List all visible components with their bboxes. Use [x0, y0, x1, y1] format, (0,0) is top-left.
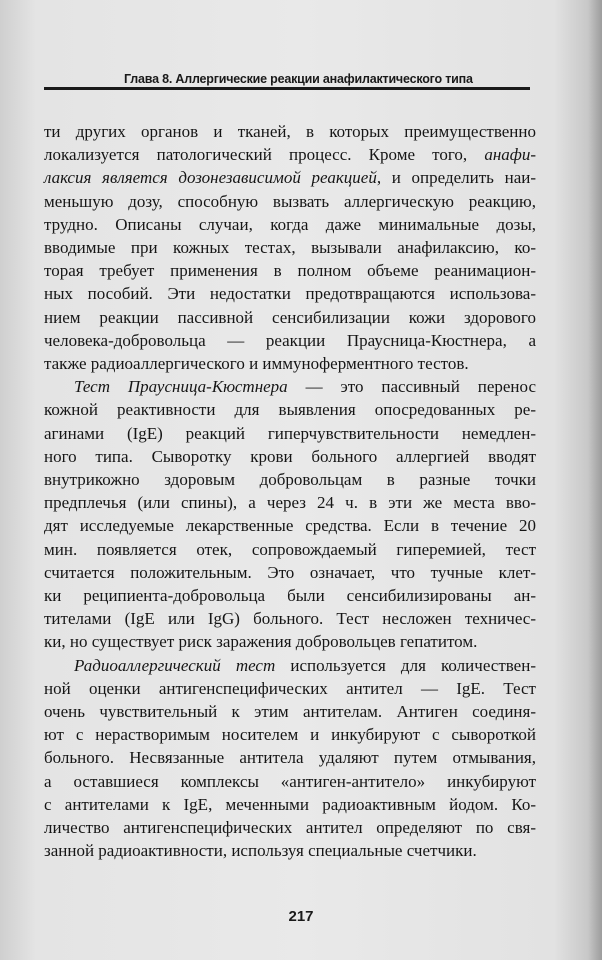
- text-line: внутрикожно здоровым добровольцам в разные точки: [44, 470, 536, 490]
- text-line: предплечья (или спины), а через 24 ч. в эти же места вво-: [44, 493, 536, 513]
- text-line: считается положительным. Это означает, что тучные клет-: [44, 562, 536, 582]
- page-edge-shadow: [588, 0, 602, 960]
- text-line: локализуется патологический процесс. Кроме того, анафи-: [44, 145, 537, 165]
- text-line: кожной реактивности для выявления опосредованных ре-: [44, 400, 536, 420]
- text-line: ки реципиента-добровольца были сенсибилизированы ан-: [44, 586, 536, 606]
- text-line: агинами (IgE) реакций гиперчувствительности немедлен-: [44, 423, 536, 443]
- text-line: вводимые при кожных тестах, вызывали анафилаксию, ко-: [44, 238, 536, 258]
- text-line: Радиоаллергический тест используется для количествен-: [74, 655, 536, 675]
- text-line: а оставшиеся комплексы «антиген-антитело» инкубируют: [44, 771, 536, 791]
- text-line: ки, но существует риск заражения добровольцев гепатитом.: [44, 632, 478, 652]
- text-line: тителами (IgE или IgG) больного. Тест несложен техничес-: [44, 609, 536, 629]
- emphasis: Тест Праусница-Кюстнера: [74, 377, 288, 397]
- text-line: дят исследуемые лекарственные средства. Если в течение 20: [44, 516, 536, 536]
- text-line: ют с нерастворимым носителем и инкубируют с сывороткой: [44, 725, 536, 745]
- running-title: Глава 8. Аллергические реакции анафилактического типа: [124, 72, 473, 86]
- text-line: с антителами к IgE, меченными радиоактивным йодом. Ко-: [44, 794, 536, 814]
- text-line: ной оценки антигенспецифических антител — IgE. Тест: [44, 678, 536, 698]
- text-line: трудно. Описаны случаи, когда даже минимальные дозы,: [44, 214, 536, 234]
- text-line: торая требует применения в полном объеме реанимацион-: [44, 261, 536, 281]
- text-line: очень чувствительный к этим антителам. Антиген соединя-: [44, 702, 536, 722]
- emphasis: Радиоаллергический тест: [74, 655, 276, 675]
- text-line: личество антигенспецифических антител определяют по свя-: [44, 818, 536, 838]
- emphasis: анафи-: [484, 145, 537, 165]
- text-line: ных пособий. Эти недостатки предотвращаются использова-: [44, 284, 536, 304]
- text-line: мин. появляется отек, сопровождаемый гиперемией, тест: [44, 539, 536, 559]
- text-line: нием реакции пассивной сенсибилизации кожи здорового: [44, 307, 536, 327]
- body-text: [44, 120, 536, 863]
- text-line: меньшую дозу, способную вызвать аллергическую реакцию,: [44, 191, 536, 211]
- text-line: ного типа. Сыворотку крови больного аллергией вводят: [44, 446, 536, 466]
- text-line: также радиоаллергического и иммуноферментного тестов.: [44, 354, 469, 374]
- running-header: [44, 72, 530, 90]
- text-line: лаксия является дозонезависимой реакцией, и определить наи-: [44, 168, 536, 188]
- text-line: ти других органов и тканей, в которых преимущественно: [44, 122, 536, 141]
- text-line: занной радиоактивности, используя специальные счетчики.: [44, 841, 477, 861]
- page-number: 217: [288, 908, 314, 925]
- emphasis: лаксия является дозонезависимой реакцией: [44, 168, 377, 188]
- text-line: Тест Праусница-Кюстнера — это пассивный перенос: [74, 377, 536, 397]
- text-line: больного. Несвязанные антитела удаляют путем отмывания,: [44, 748, 536, 768]
- text-line: человека-добровольца — реакции Праусница-Кюстнера, а: [44, 330, 536, 350]
